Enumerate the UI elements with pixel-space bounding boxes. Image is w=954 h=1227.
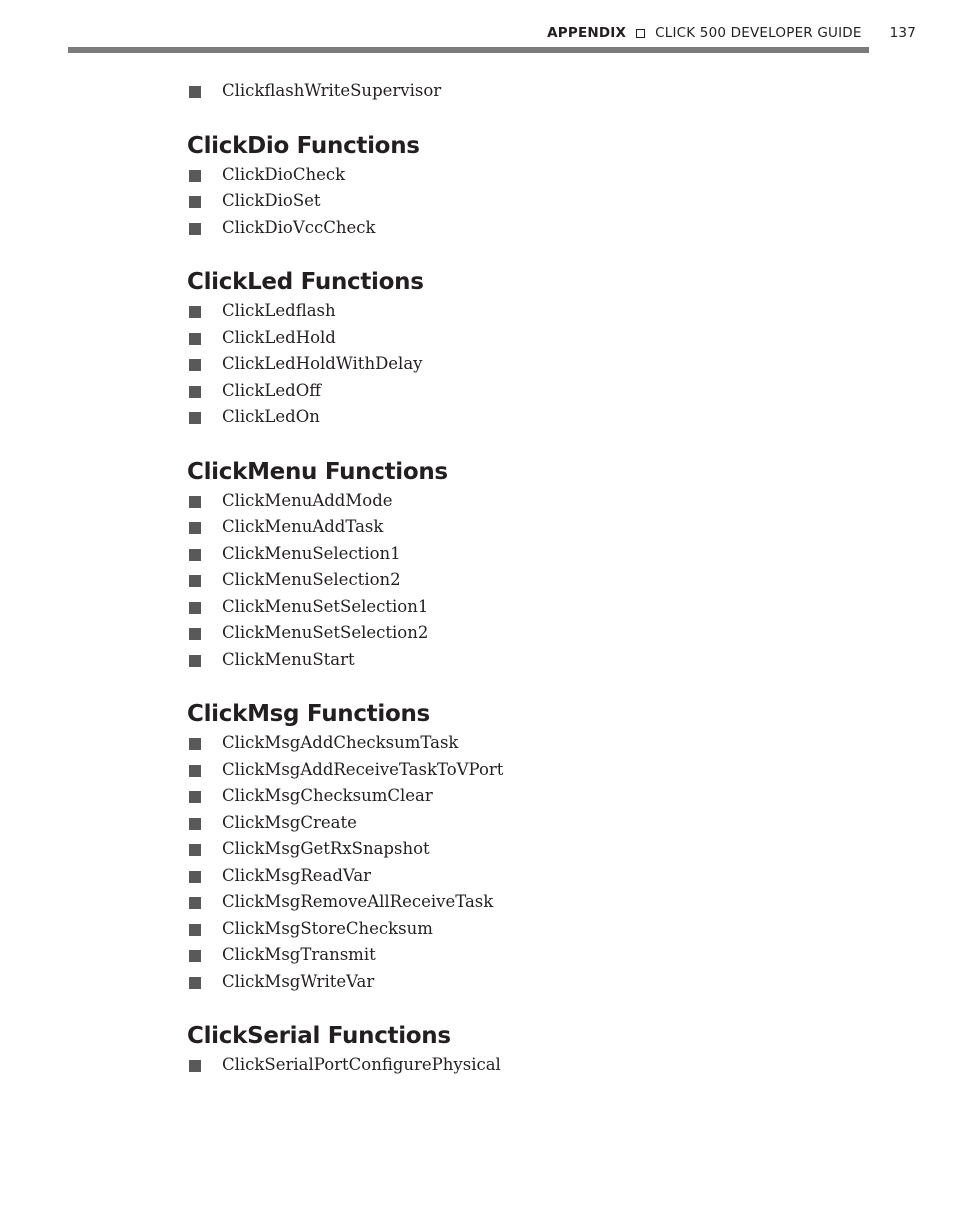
list-item-label: ClickMenuAddMode [222, 490, 393, 510]
list-item [187, 215, 887, 242]
list-item [187, 889, 887, 916]
list-item-label: ClickMsgChecksumClear [222, 786, 433, 805]
list-item [187, 969, 887, 996]
header-section-label: APPENDIX [547, 25, 627, 41]
square-bullet-icon [189, 412, 201, 424]
section-list-clickdio [187, 162, 887, 242]
square-bullet-icon [189, 628, 201, 640]
list-item [187, 325, 887, 352]
list-item [187, 514, 887, 541]
section-heading-clickmenu: ClickMenu Functions [187, 458, 448, 485]
square-bullet-icon [189, 791, 201, 803]
square-bullet-icon [189, 765, 201, 777]
list-item-label: ClickLedOn [222, 407, 320, 426]
square-bullet-icon [189, 844, 201, 856]
list-item-label: ClickMsgGetRxSnapshot [222, 839, 430, 858]
list-item [187, 162, 887, 189]
square-bullet-icon [189, 738, 201, 750]
list-item-label: ClickMsgAddChecksumTask [222, 733, 459, 752]
list-item-label: ClickMsgCreate [222, 812, 357, 832]
list-item-label: ClickDioCheck [222, 164, 346, 184]
list-item [187, 730, 887, 757]
square-bullet-icon [189, 1060, 201, 1072]
list-item-label: ClickMenuAddTask [222, 517, 384, 536]
square-bullet-icon [189, 871, 201, 883]
list-item [187, 810, 887, 837]
square-bullet-icon [189, 897, 201, 909]
list-item [187, 783, 887, 810]
page-number: 137 [889, 25, 916, 41]
section-list-clickserial [187, 1052, 887, 1079]
square-bullet-icon [189, 977, 201, 989]
list-item-label: ClickLedHoldWithDelay [222, 354, 423, 373]
list-item [187, 647, 887, 674]
square-bullet-icon [189, 196, 201, 208]
list-item [187, 351, 887, 378]
list-item [187, 404, 887, 431]
square-bullet-icon [189, 359, 201, 371]
header-rule [68, 47, 869, 53]
list-item-label: ClickLedHold [222, 327, 336, 347]
list-item-label: ClickMsgRemoveAllReceiveTask [222, 892, 494, 911]
list-item [187, 594, 887, 621]
section-heading-clickmsg: ClickMsg Functions [187, 701, 430, 727]
list-item-label: ClickLedOff [222, 380, 321, 400]
square-bullet-icon [189, 924, 201, 936]
square-bullet-icon [189, 496, 201, 508]
list-item-label: ClickDioVccCheck [222, 217, 376, 237]
page-header [547, 25, 916, 41]
square-bullet-icon [189, 818, 201, 830]
list-item-label: ClickMenuSetSelection2 [222, 623, 429, 642]
list-item [187, 567, 887, 594]
section-heading-clickserial: ClickSerial Functions [187, 1023, 451, 1049]
list-item [187, 942, 887, 969]
list-item [187, 488, 887, 515]
list-item [187, 188, 887, 215]
list-item-label: ClickDioSet [222, 191, 321, 210]
list-item [187, 916, 887, 943]
list-item [187, 620, 887, 647]
list-item [187, 863, 887, 890]
section-list-clickled [187, 298, 887, 431]
list-item-label: ClickMenuSelection1 [222, 543, 401, 563]
square-bullet-icon [189, 333, 201, 345]
square-bullet-icon [189, 386, 201, 398]
section-list-clickmenu [187, 488, 887, 674]
square-bullet-icon [189, 522, 201, 534]
square-bullet-icon [189, 170, 201, 182]
list-item-label: ClickMenuSelection2 [222, 570, 401, 589]
intro-list [187, 78, 887, 105]
list-item-label: ClickMsgTransmit [222, 945, 376, 964]
header-guide-title: CLICK 500 DEVELOPER GUIDE [655, 25, 862, 41]
square-bullet-icon [189, 306, 201, 318]
square-bullet-icon [189, 223, 201, 235]
list-item [187, 541, 887, 568]
list-item [187, 78, 887, 105]
list-item-label: ClickLedflash [222, 301, 336, 320]
list-item-label: ClickMsgWriteVar [222, 971, 375, 991]
section-heading-clickled: ClickLed Functions [187, 269, 424, 295]
square-bullet-icon [189, 655, 201, 667]
list-item-label: ClickSerialPortConfigurePhysical [222, 1055, 501, 1074]
list-item [187, 1052, 887, 1079]
list-item-label: ClickMsgReadVar [222, 865, 372, 885]
list-item-label: ClickMsgAddReceiveTaskToVPort [222, 759, 504, 779]
list-item-label: ClickMsgStoreChecksum [222, 918, 433, 938]
square-bullet-icon [189, 86, 201, 98]
list-item [187, 836, 887, 863]
square-bullet-icon [189, 549, 201, 561]
square-bullet-icon [189, 950, 201, 962]
square-bullet-icon [189, 575, 201, 587]
list-item [187, 757, 887, 784]
section-heading-clickdio: ClickDio Functions [187, 132, 420, 159]
list-item-label: ClickflashWriteSupervisor [222, 81, 442, 100]
list-item-label: ClickMenuStart [222, 649, 355, 669]
list-item [187, 378, 887, 405]
square-bullet-icon [189, 602, 201, 614]
list-item-label: ClickMenuSetSelection1 [222, 596, 429, 616]
page-content [187, 78, 887, 1079]
section-list-clickmsg [187, 730, 887, 995]
header-separator-box-icon [636, 29, 645, 38]
list-item [187, 298, 887, 325]
